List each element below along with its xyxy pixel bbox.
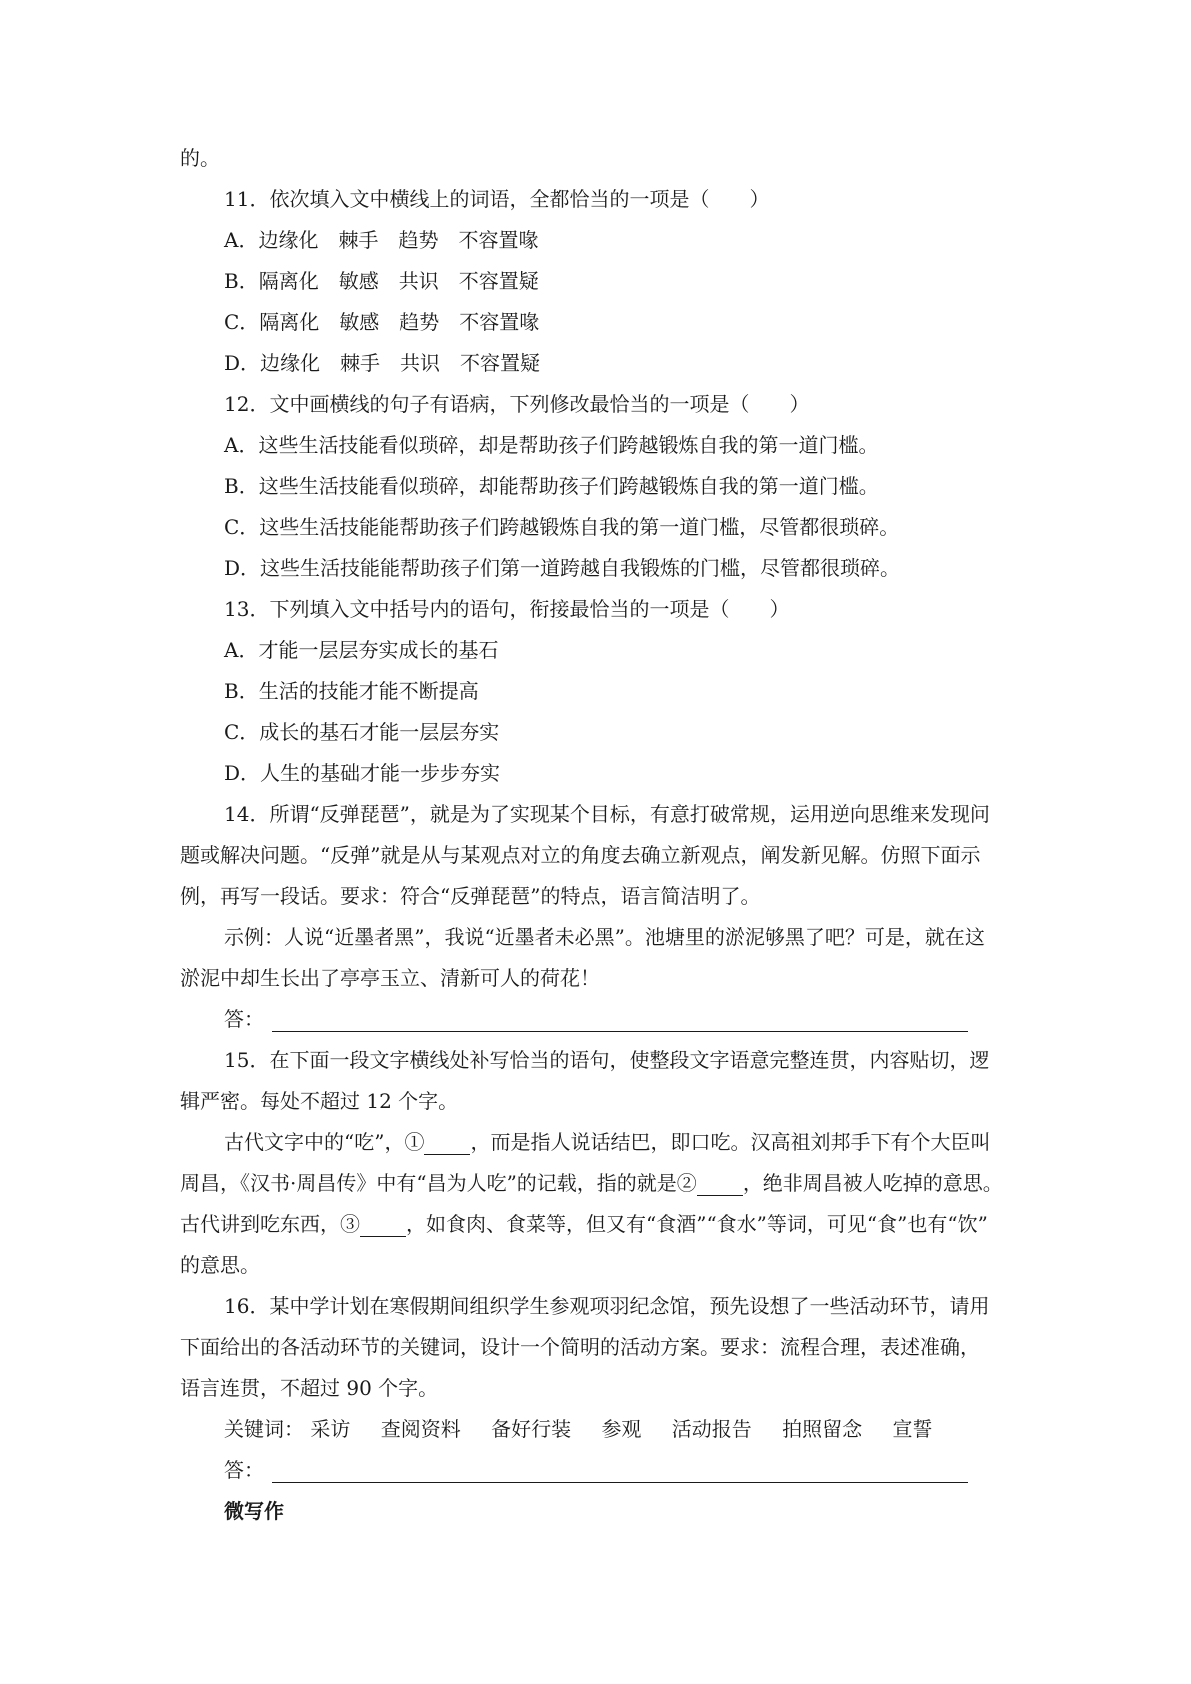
answer-line-16[interactable]	[272, 1460, 968, 1483]
answer-row-14	[180, 999, 1014, 1040]
option-11-c: C．隔离化 敏感 趋势 不容置喙	[224, 310, 540, 334]
answer-line-14[interactable]	[272, 1009, 968, 1032]
answer-label: 答：	[224, 1007, 264, 1031]
blank-3[interactable]	[360, 1214, 406, 1237]
keyword: 拍照留念	[782, 1417, 863, 1441]
text-line: 的。	[180, 146, 220, 170]
question-16: 16．某中学计划在寒假期间组织学生参观项羽纪念馆，预先设想了一些活动环节，请用	[224, 1294, 990, 1318]
answer-row-16	[180, 1450, 1014, 1491]
question-15-cont: 辑严密。每处不超过 12 个字。	[180, 1089, 459, 1113]
question-13: 13．下列填入文中括号内的语句，衔接最恰当的一项是（ ）	[224, 597, 790, 621]
blank-2[interactable]	[697, 1173, 743, 1196]
passage-15-line-4: 的意思。	[180, 1253, 260, 1277]
option-11-a: A．边缘化 棘手 趋势 不容置喙	[224, 228, 539, 252]
passage-15-line-1	[180, 1122, 1014, 1163]
keywords-label: 关键词：	[224, 1417, 304, 1441]
question-14: 14．所谓“反弹琵琶”，就是为了实现某个目标，有意打破常规，运用逆向思维来发现问	[224, 802, 990, 826]
passage-15-line-2	[180, 1163, 1014, 1204]
keyword: 备好行装	[491, 1417, 572, 1441]
question-11: 11．依次填入文中横线上的词语，全都恰当的一项是（ ）	[224, 187, 770, 211]
passage-text: ，如食肉、食菜等，但又有“食酒”“食水”等词，可见“食”也有“饮”	[406, 1212, 988, 1236]
question-12: 12．文中画横线的句子有语病，下列修改最恰当的一项是（ ）	[224, 392, 810, 416]
option-13-b: B．生活的技能才能不断提高	[224, 679, 479, 703]
passage-text: 周昌，《汉书·周昌传》中有“昌为人吃”的记载，指的就是②	[180, 1171, 697, 1195]
option-11-d: D．边缘化 棘手 共识 不容置疑	[224, 351, 541, 375]
keyword: 采访	[310, 1417, 351, 1441]
keyword: 活动报告	[671, 1417, 752, 1441]
keyword: 参观	[601, 1417, 642, 1441]
option-12-a: A．这些生活技能看似琐碎，却是帮助孩子们跨越锻炼自我的第一道门槛。	[224, 433, 879, 457]
passage-text: ，绝非周昌被人吃掉的意思。	[742, 1171, 1003, 1195]
question-16-cont: 语言连贯，不超过 90 个字。	[180, 1376, 439, 1400]
question-14-cont: 题或解决问题。“反弹”就是从与某观点对立的角度去确立新观点，阐发新见解。仿照下面示	[180, 843, 981, 867]
question-15: 15．在下面一段文字横线处补写恰当的语句，使整段文字语意完整连贯，内容贴切，逻	[224, 1048, 990, 1072]
answer-label: 答：	[224, 1458, 264, 1482]
option-13-a: A．才能一层层夯实成长的基石	[224, 638, 499, 662]
passage-15-line-3	[180, 1204, 1014, 1245]
passage-text: 古代文字中的“吃”，①	[224, 1130, 425, 1154]
option-12-c: C．这些生活技能能帮助孩子们跨越锻炼自我的第一道门槛，尽管都很琐碎。	[224, 515, 900, 539]
example-14: 示例：人说“近墨者黑”，我说“近墨者未必黑”。池塘里的淤泥够黑了吧？可是，就在这	[224, 925, 985, 949]
option-12-d: D．这些生活技能能帮助孩子们第一道跨越自我锻炼的门槛，尽管都很琐碎。	[224, 556, 901, 580]
keywords-row	[180, 1409, 1014, 1450]
passage-text: 古代讲到吃东西，③	[180, 1212, 360, 1236]
option-13-d: D．人生的基础才能一步步夯实	[224, 761, 501, 785]
question-16-cont: 下面给出的各活动环节的关键词，设计一个简明的活动方案。要求：流程合理，表述准确，	[180, 1335, 980, 1359]
option-13-c: C．成长的基石才能一层层夯实	[224, 720, 500, 744]
example-14-cont: 淤泥中却生长出了亭亭玉立、清新可人的荷花！	[180, 966, 600, 990]
blank-1[interactable]	[424, 1132, 470, 1155]
question-14-cont: 例，再写一段话。要求：符合“反弹琵琶”的特点，语言简洁明了。	[180, 884, 761, 908]
option-12-b: B．这些生活技能看似琐碎，却能帮助孩子们跨越锻炼自我的第一道门槛。	[224, 474, 879, 498]
section-heading: 微写作	[224, 1499, 284, 1523]
keyword: 宣誓	[892, 1417, 933, 1441]
keyword: 查阅资料	[380, 1417, 461, 1441]
document-page	[180, 138, 1014, 1532]
passage-text: ，而是指人说话结巴，即口吃。汉高祖刘邦手下有个大臣叫	[470, 1130, 991, 1154]
option-11-b: B．隔离化 敏感 共识 不容置疑	[224, 269, 539, 293]
